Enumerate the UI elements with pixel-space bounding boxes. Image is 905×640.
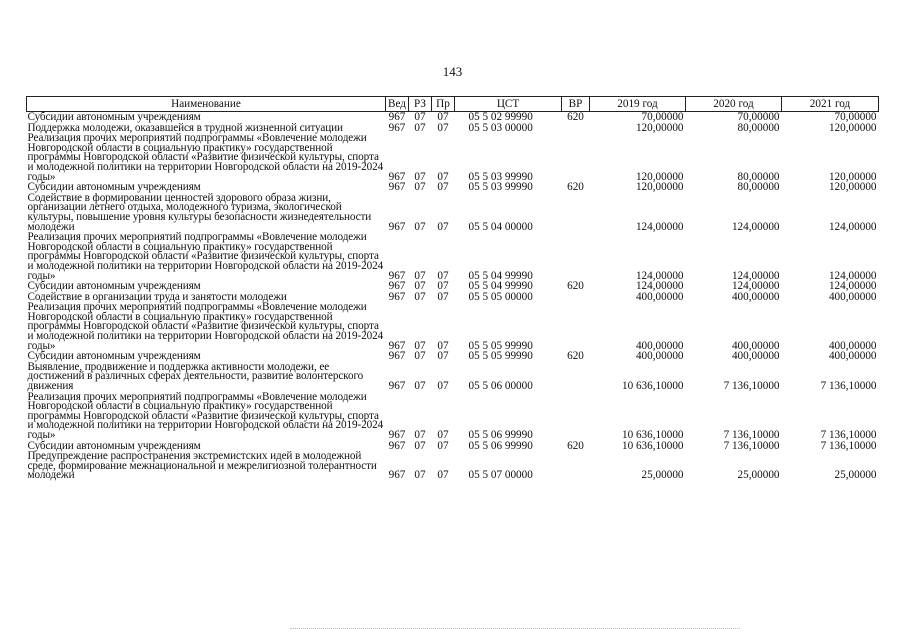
cell-rz: 07 <box>414 439 426 452</box>
cell-y2020: 70,00000 <box>737 111 780 123</box>
cell-rz: 07 <box>414 280 426 293</box>
cell-rz: 07 <box>414 269 426 282</box>
cell-ved: 967 <box>388 290 406 303</box>
table-row <box>27 193 879 232</box>
cell-rz: 07 <box>414 181 426 194</box>
cell-y2020: 7 136,10000 <box>723 429 780 441</box>
cell-vr <box>562 193 590 232</box>
cell-cst: 05 5 04 00000 <box>468 220 533 233</box>
cell-cst: 05 5 03 00000 <box>468 121 533 134</box>
cell-cst: 05 5 03 99990 <box>468 170 533 183</box>
header-ved: Вед <box>386 97 409 112</box>
cell-name: Реализация прочих мероприятий подпрограммы «Вовлечение молодежи Новгородской области в социальную практику» государственной программы Новгородской области «Развитие физической культуры, спорта и молодежной политики на территории Новгородской области на 2019-2024 годы» <box>27 231 384 282</box>
cell-ved: 967 <box>388 469 406 482</box>
cell-cst: 05 5 05 99990 <box>468 339 533 352</box>
cell-ved: 967 <box>388 181 406 194</box>
cell-name: Поддержка молодежи, оказавшейся в трудной жизненной ситуации <box>27 121 343 134</box>
cell-y2019: 25,00000 <box>641 469 684 482</box>
cell-y2019: 10 636,10000 <box>621 429 684 441</box>
cell-y2020: 80,00000 <box>737 181 780 194</box>
page-number: 143 <box>442 64 463 79</box>
cell-y2019: 400,00000 <box>635 290 684 303</box>
cell-name: Субсидии автономным учреждениям <box>27 280 201 293</box>
header-rz: РЗ <box>409 97 432 112</box>
cell-vr <box>562 232 590 281</box>
cell-vr: 620 <box>567 111 584 123</box>
cell-cst: 05 5 06 99990 <box>468 439 533 452</box>
cell-cst: 05 5 03 99990 <box>468 181 533 194</box>
cell-y2021: 120,00000 <box>828 181 877 194</box>
cell-y2021: 124,00000 <box>828 220 877 233</box>
cell-y2019: 400,00000 <box>635 339 684 352</box>
cell-y2019: 400,00000 <box>635 350 684 363</box>
cell-rz: 07 <box>414 111 426 123</box>
cell-name: Реализация прочих мероприятий подпрограммы «Вовлечение молодежи Новгородской области в социальную практику» государственной программы Новгородской области «Развитие физической культуры, спорта и молодежной политики на территории Новгородской области на 2019-2024 годы» <box>27 132 384 183</box>
cell-y2021: 124,00000 <box>828 280 877 293</box>
cell-rz: 07 <box>414 290 426 303</box>
header-2020: 2020 год <box>686 97 782 112</box>
table-row <box>27 133 879 182</box>
cell-vr <box>562 362 590 392</box>
cell-ved: 967 <box>388 380 406 393</box>
cell-vr: 620 <box>567 350 584 363</box>
cell-ved: 967 <box>388 220 406 233</box>
cell-y2021: 7 136,10000 <box>820 380 877 393</box>
cell-rz: 07 <box>414 429 426 441</box>
table-row <box>27 232 879 281</box>
cell-pr: 07 <box>437 181 449 194</box>
header-cst: ЦСТ <box>455 97 562 112</box>
cell-y2020: 400,00000 <box>731 350 780 363</box>
cell-cst: 05 5 04 99990 <box>468 280 533 293</box>
cell-rz: 07 <box>414 469 426 482</box>
cell-y2019: 120,00000 <box>635 121 684 134</box>
cell-y2019: 124,00000 <box>635 280 684 293</box>
cell-ved: 967 <box>388 170 406 183</box>
cell-y2019: 10 636,10000 <box>621 380 684 393</box>
cell-y2020: 80,00000 <box>737 170 780 183</box>
cell-cst: 05 5 02 99990 <box>468 111 533 123</box>
cell-ved: 967 <box>388 350 406 363</box>
cell-name: Субсидии автономным учреждениям <box>27 439 201 452</box>
cell-name: Содействие в организации труда и занятости молодежи <box>27 290 287 303</box>
header-2019: 2019 год <box>590 97 686 112</box>
cell-y2021: 7 136,10000 <box>820 429 877 441</box>
cell-vr <box>562 392 590 441</box>
table-row <box>27 302 879 351</box>
cell-name: Субсидии автономным учреждениям <box>27 181 201 194</box>
cell-cst: 05 5 05 99990 <box>468 350 533 363</box>
cell-cst: 05 5 06 99990 <box>468 429 533 441</box>
cell-ved: 967 <box>388 111 406 123</box>
cell-rz: 07 <box>414 121 426 134</box>
table-row <box>27 451 879 481</box>
cell-pr: 07 <box>437 121 449 134</box>
cell-pr: 07 <box>437 380 449 393</box>
cell-y2019: 124,00000 <box>635 269 684 282</box>
header-pr: Пр <box>432 97 455 112</box>
cell-name: Выявление, продвижение и поддержка активности молодежи, ее достижений в различных сферах деятельности, развитие волонтерского движения <box>27 360 364 393</box>
cell-ved: 967 <box>388 439 406 452</box>
table-row <box>27 112 879 123</box>
cell-pr: 07 <box>437 111 449 123</box>
table-header-row <box>27 97 879 112</box>
cell-pr: 07 <box>437 269 449 282</box>
cell-y2021: 7 136,10000 <box>820 439 877 452</box>
cell-vr <box>562 133 590 182</box>
cell-pr: 07 <box>437 350 449 363</box>
cell-vr: 620 <box>567 181 584 194</box>
cell-pr: 07 <box>437 170 449 183</box>
cell-y2021: 400,00000 <box>828 290 877 303</box>
cell-cst: 05 5 07 00000 <box>468 469 533 482</box>
cell-rz: 07 <box>414 170 426 183</box>
cell-pr: 07 <box>437 280 449 293</box>
table-body <box>27 112 879 481</box>
cell-ved: 967 <box>388 121 406 134</box>
cell-y2021: 400,00000 <box>828 339 877 352</box>
cell-cst: 05 5 06 00000 <box>468 380 533 393</box>
cell-y2020: 80,00000 <box>737 121 780 134</box>
cell-y2019: 124,00000 <box>635 220 684 233</box>
cell-vr: 620 <box>567 439 584 452</box>
cell-rz: 07 <box>414 220 426 233</box>
cell-pr: 07 <box>437 429 449 441</box>
cell-ved: 967 <box>388 280 406 293</box>
table-row <box>27 362 879 392</box>
cell-rz: 07 <box>414 339 426 352</box>
cell-pr: 07 <box>437 469 449 482</box>
cell-vr: 620 <box>567 280 584 293</box>
cell-y2020: 400,00000 <box>731 290 780 303</box>
header-vr: ВР <box>562 97 590 112</box>
cell-y2021: 120,00000 <box>828 170 877 183</box>
cell-y2020: 25,00000 <box>737 469 780 482</box>
cell-y2021: 120,00000 <box>828 121 877 134</box>
cell-y2021: 124,00000 <box>828 269 877 282</box>
cell-vr <box>562 451 590 481</box>
cell-y2019: 70,00000 <box>641 111 684 123</box>
cell-y2020: 124,00000 <box>731 280 780 293</box>
cell-cst: 05 5 04 99990 <box>468 269 533 282</box>
cell-rz: 07 <box>414 350 426 363</box>
cell-ved: 967 <box>388 429 406 441</box>
cell-pr: 07 <box>437 339 449 352</box>
cell-vr <box>562 123 590 134</box>
header-name: Наименование <box>27 97 386 112</box>
cell-name: Субсидии автономным учреждениям <box>27 350 201 363</box>
cell-name: Реализация прочих мероприятий подпрограммы «Вовлечение молодежи Новгородской области в социальную практику» государственной программы Новгородской области «Развитие физической культуры, спорта и молодежной политики на территории Новгородской области на 2019-2024 годы» <box>27 301 384 352</box>
cell-ved: 967 <box>388 269 406 282</box>
cell-name: Субсидии автономным учреждениям <box>27 111 201 123</box>
cell-vr <box>562 302 590 351</box>
cell-name: Предупреждение распространения экстремистских идей в молодежной среде, формирование межнациональной и межрелигиозной толерантности молодежи <box>27 450 377 482</box>
cell-name: Реализация прочих мероприятий подпрограммы «Вовлечение молодежи Новгородской области в социальную практику» государственной программы Новгородской области «Развитие физической культуры, спорта и молодежной политики на территории Новгородской области на 2019-2024 годы» <box>27 390 384 441</box>
cell-y2021: 400,00000 <box>828 350 877 363</box>
cell-y2019: 10 636,10000 <box>621 439 684 452</box>
cell-pr: 07 <box>437 220 449 233</box>
cell-ved: 967 <box>388 339 406 352</box>
cell-y2020: 400,00000 <box>731 339 780 352</box>
cell-rz: 07 <box>414 380 426 393</box>
cell-y2021: 25,00000 <box>834 469 877 482</box>
budget-table <box>26 96 879 481</box>
cell-pr: 07 <box>437 439 449 452</box>
cell-y2020: 7 136,10000 <box>723 439 780 452</box>
cell-pr: 07 <box>437 290 449 303</box>
table-row <box>27 392 879 441</box>
cell-y2020: 124,00000 <box>731 269 780 282</box>
scan-artifact-line <box>290 628 740 630</box>
cell-cst: 05 5 05 00000 <box>468 290 533 303</box>
cell-name: Содействие в формировании ценностей здорового образа жизни, организации летнего отдыха, молодежного туризма, экологической культуры, повышение уровня культуры безопасности жизнедеятельности молодежи <box>27 191 372 233</box>
header-2021: 2021 год <box>782 97 879 112</box>
cell-y2020: 124,00000 <box>731 220 780 233</box>
cell-vr <box>562 292 590 303</box>
cell-y2019: 120,00000 <box>635 170 684 183</box>
cell-y2021: 70,00000 <box>834 111 877 123</box>
cell-y2020: 7 136,10000 <box>723 380 780 393</box>
cell-y2019: 120,00000 <box>635 181 684 194</box>
